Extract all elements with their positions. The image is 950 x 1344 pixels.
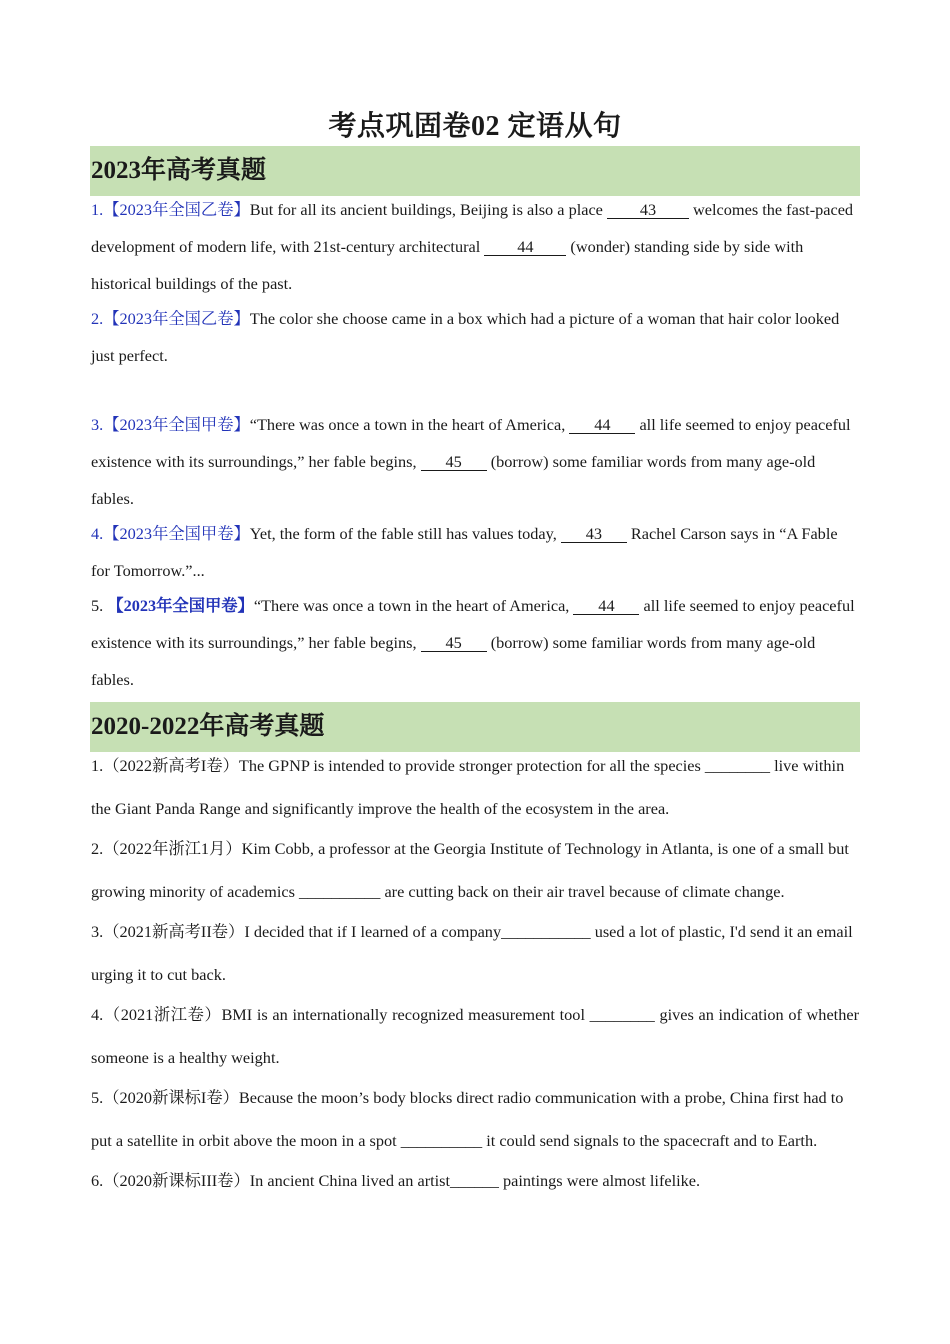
question-text: BMI is an internationally recognized measurement tool ________ gives an indication of whether someone is a healthy weight.: [91, 1005, 859, 1067]
question-2020-2022-3: [91, 910, 859, 996]
question-number: 3.: [91, 922, 104, 941]
question-source: 【2023年全国甲卷】: [103, 524, 250, 543]
question-text: In ancient China lived an artist______ paintings were almost lifelike.: [249, 1171, 701, 1190]
question-2023-3: [91, 406, 859, 517]
question-number: 1.: [91, 756, 104, 775]
page-title: 考点巩固卷02 定语从句: [328, 111, 622, 142]
question-2020-2022-6: [91, 1159, 859, 1202]
question-source: （2022年浙江1月）: [103, 839, 242, 858]
question-text: I decided that if I learned of a company___________ used a lot of plastic, I'd send it an email urging it to cut back.: [91, 922, 853, 984]
answer-blank: 43: [607, 201, 689, 219]
question-source: 【2023年全国乙卷】: [103, 200, 250, 219]
question-text: Yet, the form of the fable still has values today,: [249, 524, 561, 543]
question-2023-1: [91, 191, 859, 302]
question-text: (wonder) standing side by side with historical buildings of the past.: [91, 237, 804, 293]
question-text: The color she choose came in a box which had a picture of a woman that hair color looked just perfect.: [91, 309, 840, 365]
question-text: But for all its ancient buildings, Beijing is also a place: [249, 200, 607, 219]
answer-blank: 45: [421, 453, 487, 471]
answer-blank: 43: [561, 525, 627, 543]
section-header-label: 2020-2022年高考真题: [91, 713, 325, 740]
question-number: 2.: [91, 839, 104, 858]
question-source: （2020新课标I卷）: [103, 1088, 239, 1107]
question-2023-4: [91, 515, 859, 589]
question-source: （2022新高考I卷）: [103, 756, 239, 775]
answer-blank: 44: [569, 416, 635, 434]
question-text: Because the moon’s body blocks direct radio communication with a probe, China first had to put a satellite in orbit above the moon in a spot __________ it could send signals to the spacecraft and to Earth.: [91, 1088, 844, 1150]
question-text: (borrow) some familiar words from many age-old fables.: [91, 633, 816, 689]
question-2023-2: [91, 300, 859, 374]
question-text: (borrow) some familiar words from many age-old fables.: [91, 452, 816, 508]
question-2023-5: [91, 587, 859, 698]
question-number: 2.: [91, 309, 104, 328]
question-text: Rachel Carson says in “A Fable for Tomorrow.”...: [91, 524, 838, 580]
question-source: （2021浙江卷）: [103, 1005, 222, 1024]
question-number: 4.: [91, 1005, 104, 1024]
question-2020-2022-4: [91, 993, 859, 1079]
section-header-2023: [90, 146, 860, 196]
question-source: 【2023年全国甲卷】: [103, 415, 250, 434]
question-number: 1.: [91, 200, 104, 219]
question-number: 3.: [91, 415, 104, 434]
question-text: all life seemed to enjoy peaceful existence with its surroundings,” her fable begins,: [91, 596, 855, 652]
question-text: “There was once a town in the heart of America,: [253, 596, 574, 615]
question-number: 5.: [91, 596, 108, 615]
question-2020-2022-5: [91, 1076, 859, 1162]
question-source: （2021新高考II卷）: [103, 922, 245, 941]
question-number: 4.: [91, 524, 104, 543]
answer-blank: 45: [421, 634, 487, 652]
answer-blank: 44: [484, 238, 566, 256]
question-text: Kim Cobb, a professor at the Georgia Institute of Technology in Atlanta, is one of a small but growing minority of academics __________ are cutting back on their air travel because of climate change.: [91, 839, 849, 901]
question-source: 【2023年全国乙卷】: [103, 309, 250, 328]
question-source: 【2023年全国甲卷】: [107, 596, 254, 615]
question-text: all life seemed to enjoy peaceful existence with its surroundings,” her fable begins,: [91, 415, 851, 471]
question-number: 6.: [91, 1171, 104, 1190]
section-header-label: 2023年高考真题: [91, 157, 267, 184]
question-2020-2022-1: [91, 744, 859, 830]
question-number: 5.: [91, 1088, 104, 1107]
question-text: The GPNP is intended to provide stronger protection for all the species ________ live within the Giant Panda Range and significantly improve the health of the ecosystem in the area.: [91, 756, 845, 818]
question-text: welcomes the fast-paced development of modern life, with 21st-century architectural: [91, 200, 854, 256]
question-source: （2020新课标III卷）: [103, 1171, 250, 1190]
answer-blank: 44: [573, 597, 639, 615]
question-text: “There was once a town in the heart of America,: [249, 415, 570, 434]
question-2020-2022-2: [91, 827, 859, 913]
